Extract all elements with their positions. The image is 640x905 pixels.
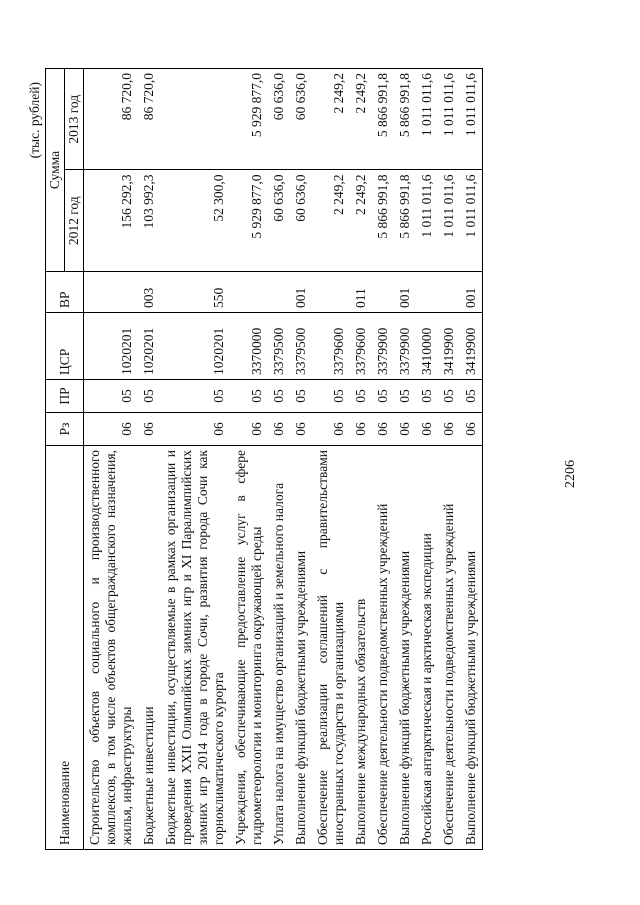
cell-name: Строительство объектов социального и производственного комплексов, в том числе объектов общегражданского назначения, жилья, инфраструктуры (84, 446, 139, 850)
cell-y2013: 86 720,0 (138, 69, 160, 171)
cell-vr: 001 (460, 272, 483, 313)
cell-y2012: 60 636,0 (290, 170, 312, 272)
cell-name: Обеспечение реализации соглашений с правительствами иностранных государств и организациями (312, 446, 350, 850)
cell-y2012: 1 011 011,6 (416, 170, 438, 272)
cell-csr: 3379900 (394, 313, 416, 380)
header-2012: 2012 год (65, 170, 84, 272)
cell-pr: 05 (160, 380, 230, 413)
cell-vr: 003 (138, 272, 160, 313)
cell-y2012: 103 992,3 (138, 170, 160, 272)
cell-vr: 550 (160, 272, 230, 313)
cell-csr: 3379500 (290, 313, 312, 380)
cell-y2013 (160, 69, 230, 171)
cell-y2012: 60 636,0 (268, 170, 290, 272)
header-pr: ПР (46, 380, 84, 413)
table-row (84, 69, 139, 850)
cell-y2012: 52 300,0 (160, 170, 230, 272)
cell-csr: 3370000 (230, 313, 268, 380)
cell-y2013: 1 011 011,6 (438, 69, 460, 171)
table-row (460, 69, 483, 850)
cell-csr: 3410000 (416, 313, 438, 380)
cell-rz: 06 (438, 413, 460, 446)
cell-y2013: 5 866 991,8 (394, 69, 416, 171)
cell-name: Выполнение функций бюджетными учреждениями (460, 446, 483, 850)
cell-csr: 3419900 (438, 313, 460, 380)
cell-vr (312, 272, 350, 313)
cell-y2013: 1 011 011,6 (416, 69, 438, 171)
cell-y2012: 5 866 991,8 (394, 170, 416, 272)
cell-y2013: 2 249,2 (312, 69, 350, 171)
cell-csr: 1020201 (84, 313, 139, 380)
cell-name: Российская антарктическая и арктическая экспедиции (416, 446, 438, 850)
cell-y2012: 156 292,3 (84, 170, 139, 272)
cell-pr: 05 (138, 380, 160, 413)
cell-pr: 05 (230, 380, 268, 413)
cell-rz: 06 (84, 413, 139, 446)
cell-y2012: 2 249,2 (350, 170, 372, 272)
header-vr: ВР (46, 272, 84, 313)
cell-rz: 06 (268, 413, 290, 446)
header-2013: 2013 год (65, 69, 84, 171)
cell-name: Выполнение функций бюджетными учреждениями (394, 446, 416, 850)
cell-name: Обеспечение деятельности подведомственных учреждений (372, 446, 394, 850)
cell-rz: 06 (138, 413, 160, 446)
cell-pr: 05 (84, 380, 139, 413)
header-rz: Рз (46, 413, 84, 446)
units-label: (тыс. рублей) (27, 82, 42, 159)
table-row (394, 69, 416, 850)
cell-y2012: 5 929 877,0 (230, 170, 268, 272)
header-csr: ЦСР (46, 313, 84, 380)
cell-y2013: 86 720,0 (84, 69, 139, 171)
header-name: Наименование (46, 446, 84, 850)
cell-pr: 05 (350, 380, 372, 413)
table-row (138, 69, 160, 850)
table-row (268, 69, 290, 850)
cell-name: Учреждения, обеспечивающие предоставление услуг в сфере гидрометеорологии и мониторинга окружающей среды (230, 446, 268, 850)
cell-rz: 06 (350, 413, 372, 446)
cell-rz: 06 (416, 413, 438, 446)
header-row-1 (46, 69, 65, 850)
cell-csr: 3379600 (312, 313, 350, 380)
cell-vr (372, 272, 394, 313)
cell-y2013: 1 011 011,6 (460, 69, 483, 171)
cell-pr: 05 (312, 380, 350, 413)
table-row (230, 69, 268, 850)
cell-rz: 06 (394, 413, 416, 446)
cell-pr: 05 (460, 380, 483, 413)
cell-csr: 1020201 (138, 313, 160, 380)
table-row (312, 69, 350, 850)
cell-vr (84, 272, 139, 313)
cell-vr (230, 272, 268, 313)
cell-y2012: 2 249,2 (312, 170, 350, 272)
cell-csr: 3379600 (350, 313, 372, 380)
cell-csr: 3379900 (372, 313, 394, 380)
cell-rz: 06 (460, 413, 483, 446)
cell-rz: 06 (160, 413, 230, 446)
cell-y2013: 60 636,0 (290, 69, 312, 171)
cell-vr (268, 272, 290, 313)
cell-name: Выполнение функций бюджетными учреждениями (290, 446, 312, 850)
cell-vr: 001 (290, 272, 312, 313)
cell-rz: 06 (230, 413, 268, 446)
table-row (160, 69, 230, 850)
cell-pr: 05 (290, 380, 312, 413)
rotated-page (15, 28, 615, 888)
cell-csr: 3419900 (460, 313, 483, 380)
cell-name: Бюджетные инвестиции, осуществляемые в рамках организации и проведения XXII Олимпийских зимних игр и XI Паралимпийских зимних игр 2014 года в городе Сочи, развития города Сочи как горноклиматического курорта (160, 446, 230, 850)
cell-rz: 06 (312, 413, 350, 446)
table-row (290, 69, 312, 850)
table-header (46, 69, 84, 850)
budget-table (45, 68, 483, 850)
cell-vr (438, 272, 460, 313)
cell-rz: 06 (372, 413, 394, 446)
cell-y2013: 60 636,0 (268, 69, 290, 171)
table-row (438, 69, 460, 850)
cell-y2013: 5 929 877,0 (230, 69, 268, 171)
cell-y2012: 1 011 011,6 (460, 170, 483, 272)
table-row (416, 69, 438, 850)
cell-pr: 05 (416, 380, 438, 413)
page-number: 2206 (563, 460, 578, 488)
cell-pr: 05 (372, 380, 394, 413)
cell-y2012: 5 866 991,8 (372, 170, 394, 272)
cell-rz: 06 (290, 413, 312, 446)
cell-vr (416, 272, 438, 313)
cell-pr: 05 (438, 380, 460, 413)
cell-csr: 3379500 (268, 313, 290, 380)
cell-name: Бюджетные инвестиции (138, 446, 160, 850)
cell-y2013: 2 249,2 (350, 69, 372, 171)
cell-y2012: 1 011 011,6 (438, 170, 460, 272)
table-body (84, 69, 483, 850)
cell-pr: 05 (268, 380, 290, 413)
header-sum: Сумма (46, 69, 65, 272)
cell-vr: 001 (394, 272, 416, 313)
table-row (372, 69, 394, 850)
cell-csr: 1020201 (160, 313, 230, 380)
cell-pr: 05 (394, 380, 416, 413)
cell-name: Уплата налога на имущество организаций и земельного налога (268, 446, 290, 850)
cell-name: Обеспечение деятельности подведомственных учреждений (438, 446, 460, 850)
cell-vr: 011 (350, 272, 372, 313)
cell-y2013: 5 866 991,8 (372, 69, 394, 171)
table-row (350, 69, 372, 850)
cell-name: Выполнение международных обязательств (350, 446, 372, 850)
